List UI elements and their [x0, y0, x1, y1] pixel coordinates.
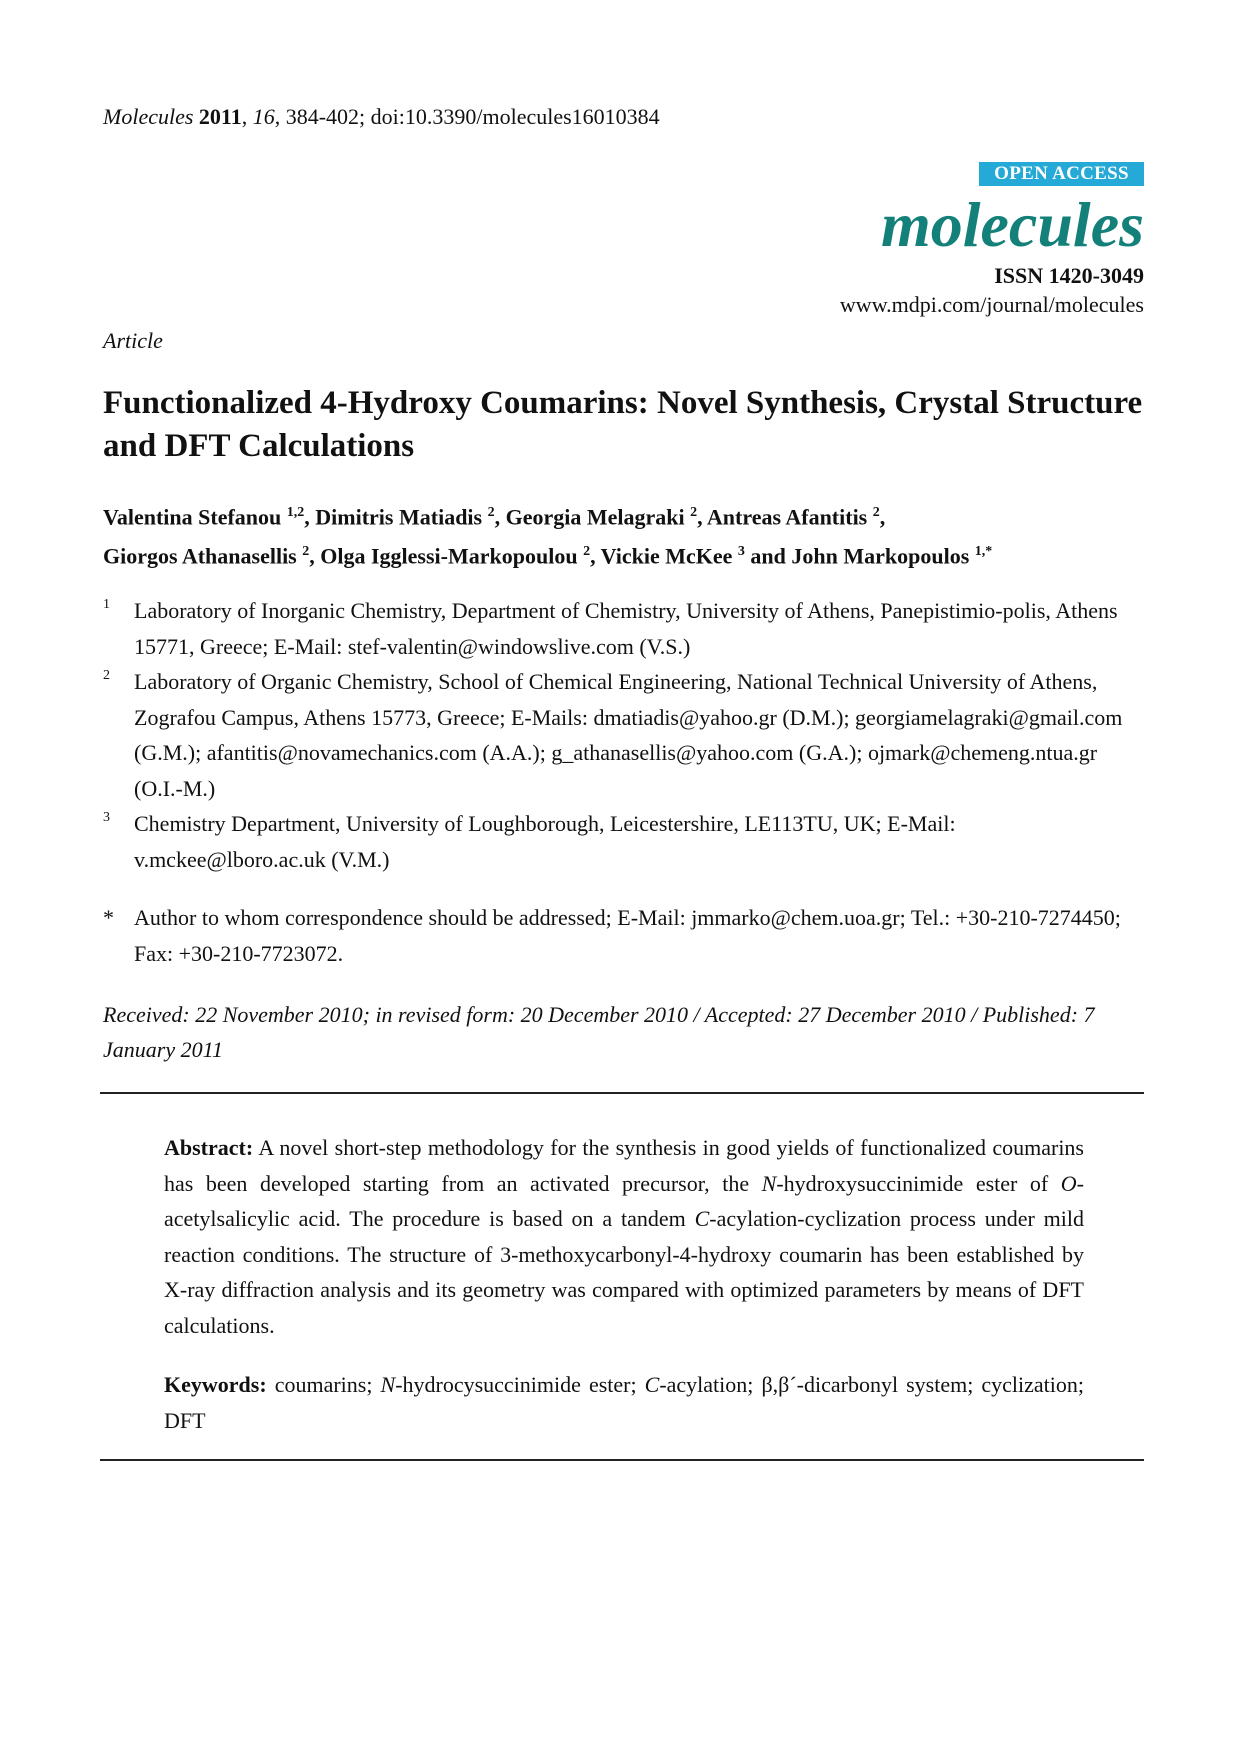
abstract-text: -acylation-cyclization process under mild reaction conditions. The structure of 3-methoxycarbonyl-4-hydroxy coumarin has been established by X-ray diffraction analysis and its geometry was compared with optimized parameters by means of DFT calculations.: [164, 1206, 1085, 1338]
abstract-text: -hydroxysuccinimide ester of: [776, 1170, 1061, 1196]
affiliation: [103, 593, 1143, 664]
correspondence: [103, 900, 1143, 971]
divider-bottom: [100, 1459, 1144, 1461]
issn: ISSN 1420-3049: [994, 263, 1144, 288]
article-type: Article: [103, 328, 163, 353]
abstract-text: O: [1060, 1170, 1077, 1196]
author-affiliation-mark: 3: [737, 544, 745, 560]
author-separator: ,: [304, 504, 316, 530]
author-name: Dimitris Matiadis: [315, 504, 488, 530]
author-affiliation-mark: 1,2: [286, 505, 305, 520]
abstract-text: A novel short-step methodology for the synthesis in good yields of functionalized coumarins has been developed starting from an activated precursor, the: [164, 1135, 1084, 1196]
affiliation-mark: 1: [103, 597, 110, 612]
affiliation: [103, 806, 1143, 877]
citation-line: Molecules 2011, 16, 384-402; doi:10.3390/molecules16010384: [103, 104, 660, 129]
affiliation-text: Laboratory of Inorganic Chemistry, Department of Chemistry, University of Athens, Panepistimio-polis, Athens 15771, Greece; E-Mail: stef-valentin@windowslive.com (V.S.): [134, 598, 1118, 659]
open-access-badge: OPEN ACCESS: [979, 162, 1144, 186]
affiliation-mark: 3: [103, 810, 110, 825]
keywords-text: -hydrocysuccinimide ester;: [395, 1372, 645, 1397]
author-separator: ,: [494, 504, 506, 530]
author-name: Olga Igglessi-Markopoulou: [320, 543, 584, 569]
abstract-text: -acetylsalicylic acid. The procedure is based on a tandem: [164, 1170, 1084, 1231]
author-affiliation-mark: 2: [487, 505, 495, 520]
journal-logo: molecules: [880, 189, 1144, 260]
citation-doi: , 384-402; doi:10.3390/molecules16010384: [274, 104, 660, 129]
abstract-label: Abstract:: [164, 1135, 254, 1160]
author-affiliation-mark: 2: [872, 505, 880, 520]
citation-journal: Molecules: [103, 104, 194, 129]
author-affiliation-mark: 1,*: [974, 544, 993, 560]
abstract-text: C: [694, 1206, 710, 1231]
author-affiliation-mark: 2: [583, 544, 591, 560]
author-name: Valentina Stefanou: [103, 504, 287, 530]
author-list: [103, 495, 1163, 574]
author-name: John Markopoulos: [791, 543, 975, 569]
affiliation-text: Laboratory of Organic Chemistry, School of Chemical Engineering, National Technical University of Athens, Zografou Campus, Athens 15773, Greece; E-Mails: dmatiadis@yahoo.gr (D.M.); georgiamelagraki@gmail.com (G.M.); afantitis@novamechanics.com (A.A.); g_athanasellis@yahoo.com (G.A.); ojmark@chemeng.ntua.gr (O.I.-M.): [134, 669, 1123, 801]
affiliation-list: [103, 593, 1143, 877]
citation-volume: 16: [252, 104, 275, 129]
abstract: [164, 1130, 1084, 1343]
affiliation-mark: 2: [103, 668, 110, 683]
author-separator: and: [744, 543, 792, 569]
divider-top: [100, 1092, 1144, 1094]
affiliation-text: Chemistry Department, University of Loughborough, Leicestershire, LE113TU, UK; E-Mail: v.mckee@lboro.ac.uk (V.M.): [134, 811, 956, 872]
article-title: Functionalized 4-Hydroxy Coumarins: Novel Synthesis, Crystal Structure and DFT Calculations: [103, 385, 1143, 464]
journal-url[interactable]: www.mdpi.com/journal/molecules: [839, 292, 1144, 317]
keywords-text: N: [380, 1372, 396, 1397]
author-separator: ,: [590, 543, 601, 569]
author-affiliation-mark: 2: [690, 505, 698, 520]
affiliation: [103, 664, 1143, 806]
citation-year: 2011: [198, 104, 242, 129]
publication-dates: Received: 22 November 2010; in revised form: 20 December 2010 / Accepted: 27 December 2010 / Published: 7 January 2011: [103, 1002, 1095, 1062]
author-name: Giorgos Athanasellis: [103, 543, 303, 569]
author-separator: ,: [879, 504, 886, 530]
author-affiliation-mark: 2: [302, 544, 310, 560]
author-name: Vickie McKee: [600, 543, 738, 569]
abstract-text: N: [761, 1170, 777, 1196]
correspondence-mark: *: [103, 905, 114, 930]
keywords: [164, 1367, 1084, 1438]
author-name: Georgia Melagraki: [505, 504, 691, 530]
keywords-text: C: [644, 1372, 660, 1397]
keywords-text: coumarins;: [266, 1372, 381, 1397]
author-name: Antreas Afantitis: [706, 504, 873, 530]
keywords-label: Keywords:: [164, 1372, 267, 1397]
correspondence-text: Author to whom correspondence should be addressed; E-Mail: jmmarko@chem.uoa.gr; Tel.: +30-210-7274450; Fax: +30-210-7723072.: [134, 905, 1121, 966]
author-separator: ,: [309, 543, 321, 569]
author-separator: ,: [697, 504, 707, 530]
keywords-text: -acylation; β,β´-dicarbonyl system; cyclization; DFT: [164, 1372, 1084, 1433]
